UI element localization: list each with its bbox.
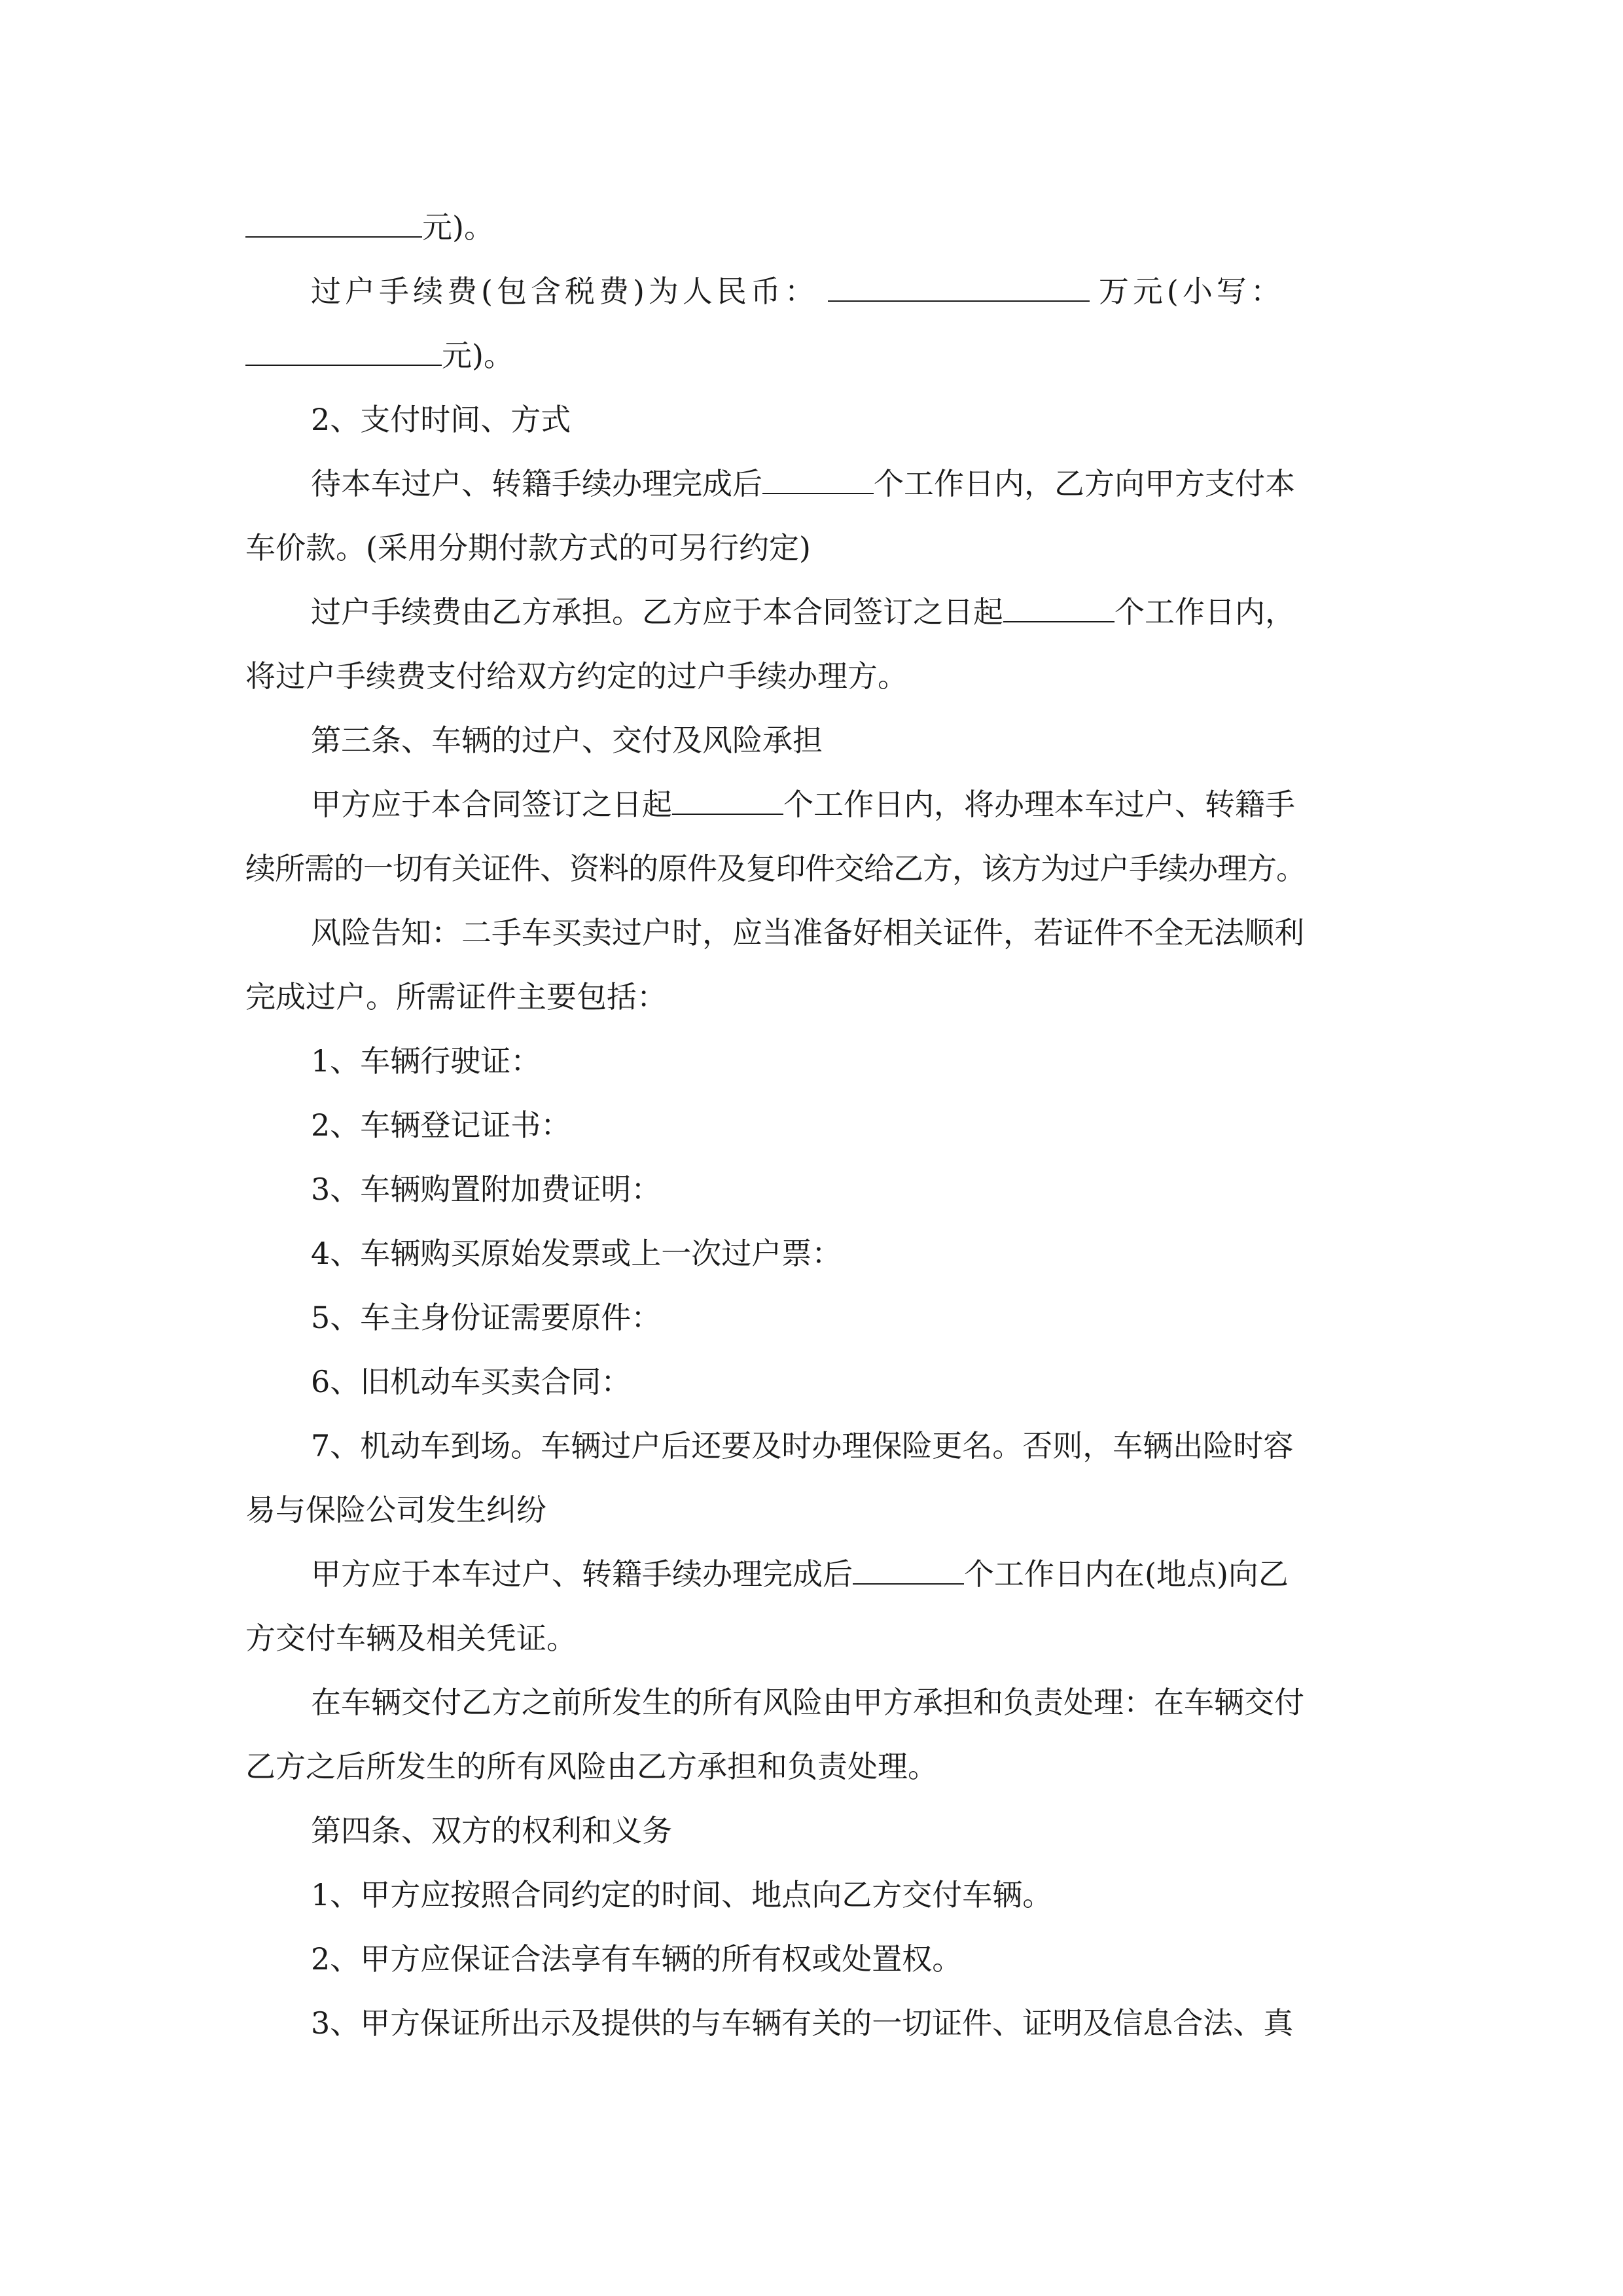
list-item	[245, 1414, 1381, 1478]
line-text: 1、车辆行驶证：	[311, 1043, 541, 1079]
blank-field	[1003, 599, 1115, 622]
list-item	[245, 1991, 1381, 2055]
line-text: 个工作日内，乙方向甲方支付本	[874, 466, 1295, 501]
paragraph-line	[245, 901, 1381, 965]
paragraph-line	[245, 772, 1381, 836]
paragraph-line	[245, 836, 1381, 901]
line-text: 7、机动车到场。车辆过户后还要及时办理保险更名。否则，车辆出险时容	[311, 1428, 1294, 1463]
line-text: 过户手续费(包含税费)为人民币：	[311, 274, 819, 309]
list-item	[245, 1029, 1381, 1093]
line-text: 易与保险公司发生纠纷	[245, 1492, 546, 1528]
paragraph-line	[245, 195, 1381, 259]
blank-field	[762, 471, 874, 494]
line-text: 过户手续费由乙方承担。乙方应于本合同签订之日起	[311, 594, 1003, 630]
paragraph-line	[245, 323, 1381, 387]
line-text: 将过户手续费支付给双方约定的过户手续办理方。	[245, 658, 908, 694]
line-text: 在车辆交付乙方之前所发生的所有风险由甲方承担和负责处理：在车辆交付	[311, 1685, 1304, 1720]
paragraph-line	[245, 259, 1381, 323]
list-item	[245, 1350, 1381, 1414]
blank-field	[672, 791, 783, 815]
paragraph-line	[245, 516, 1381, 580]
paragraph-line	[245, 1542, 1381, 1606]
line-text: 个工作日内，将办理本车过户、转籍手	[783, 787, 1295, 822]
paragraph-line	[245, 1478, 1381, 1542]
line-text: 第四条、双方的权利和义务	[311, 1813, 672, 1848]
line-text: 甲方应于本车过户、转籍手续办理完成后	[311, 1556, 853, 1592]
list-item	[245, 1157, 1381, 1221]
line-text: 甲方应于本合同签订之日起	[311, 787, 672, 822]
paragraph-line	[245, 965, 1381, 1029]
paragraph-line	[245, 1670, 1381, 1734]
line-text: 4、车辆购买原始发票或上一次过户票：	[311, 1236, 842, 1271]
line-text: 个工作日内，	[1115, 594, 1295, 630]
document-body	[245, 195, 1381, 2055]
line-text: 2、支付时间、方式	[311, 402, 571, 437]
section-heading	[245, 1799, 1381, 1863]
line-text: 完成过户。所需证件主要包括：	[245, 979, 667, 1014]
line-text: 2、车辆登记证书：	[311, 1107, 571, 1143]
line-text: 万元(小写：	[1098, 274, 1285, 309]
section-heading	[245, 708, 1381, 772]
line-text: 6、旧机动车买卖合同：	[311, 1364, 632, 1399]
list-item	[245, 1927, 1381, 1991]
line-text: 乙方之后所发生的所有风险由乙方承担和负责处理。	[245, 1749, 938, 1784]
line-text: 3、车辆购置附加费证明：	[311, 1172, 662, 1207]
blank-field	[245, 214, 422, 238]
line-text: 第三条、车辆的过户、交付及风险承担	[311, 723, 823, 758]
paragraph-line	[245, 580, 1381, 644]
line-text: 5、车主身份证需要原件：	[311, 1300, 662, 1335]
list-item	[245, 1285, 1381, 1350]
line-text: 续所需的一切有关证件、资料的原件及复印件交给乙方，该方为过户手续办理方。	[245, 851, 1306, 886]
blank-field	[245, 342, 442, 366]
line-text: 3、甲方保证所出示及提供的与车辆有关的一切证件、证明及信息合法、真	[311, 2005, 1294, 2041]
line-text: 车价款。(采用分期付款方式的可另行约定)	[245, 530, 811, 565]
paragraph-line	[245, 452, 1381, 516]
paragraph-line	[245, 1734, 1381, 1799]
paragraph-line	[245, 1606, 1381, 1670]
list-item	[245, 1093, 1381, 1157]
line-text: 风险告知：二手车买卖过户时，应当准备好相关证件，若证件不全无法顺利	[311, 915, 1304, 950]
line-text: 元)。	[422, 209, 494, 245]
paragraph-line	[245, 644, 1381, 708]
list-item	[245, 1221, 1381, 1285]
line-text: 2、甲方应保证合法享有车辆的所有权或处置权。	[311, 1941, 963, 1977]
line-text: 1、甲方应按照合同约定的时间、地点向乙方交付车辆。	[311, 1877, 1053, 1912]
line-text: 个工作日内在(地点)向乙	[964, 1556, 1289, 1592]
line-text: 待本车过户、转籍手续办理完成后	[311, 466, 762, 501]
blank-field	[828, 278, 1090, 302]
section-heading	[245, 387, 1381, 452]
list-item	[245, 1863, 1381, 1927]
line-text: 方交付车辆及相关凭证。	[245, 1621, 577, 1656]
line-text: 元)。	[442, 338, 514, 373]
blank-field	[853, 1561, 964, 1585]
